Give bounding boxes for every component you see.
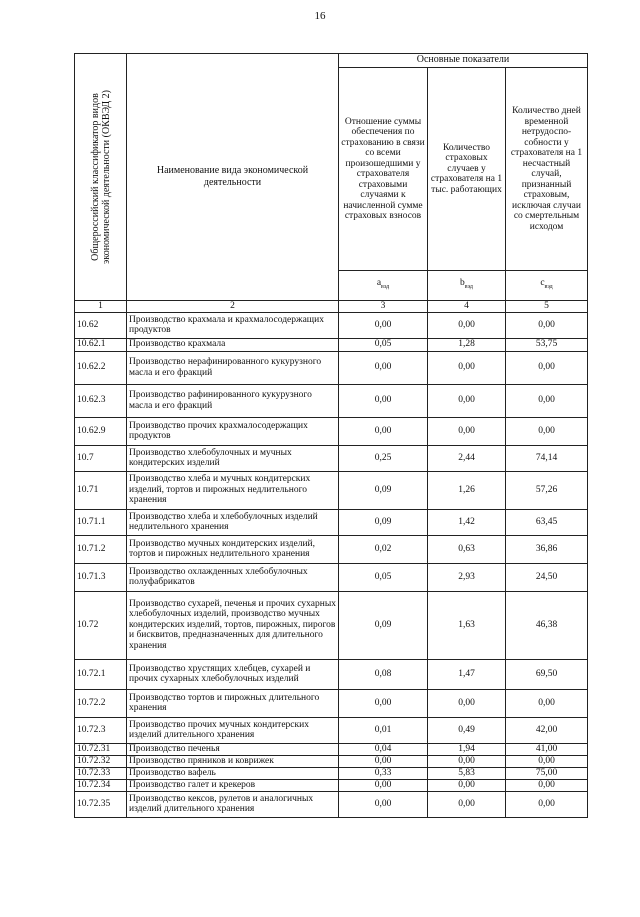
value-c: 0,00: [506, 351, 588, 384]
okved-code: 10.72.3: [75, 717, 127, 743]
table-row: [75, 417, 588, 445]
value-c: 69,50: [506, 659, 588, 689]
indicator-a-description: Отношение суммы обеспечения по страхованию в связи со всеми произошедшими у страхователя страховыми случаями к начисленной сумме страховых взносов: [339, 68, 428, 271]
activity-name: Производство пряников и коврижек: [127, 755, 339, 767]
activity-name: Производство нерафинированного кукурузного масла и его фракций: [127, 351, 339, 384]
okved-code: 10.72.1: [75, 659, 127, 689]
value-b: 0,00: [428, 351, 506, 384]
value-c: 36,86: [506, 535, 588, 563]
activity-name: Производство галет и крекеров: [127, 779, 339, 791]
okved-code: 10.72.34: [75, 779, 127, 791]
value-a: 0,00: [339, 312, 428, 338]
indicator-a-symbol: $a_{вэд}$: [339, 271, 428, 301]
okved-code: 10.62: [75, 312, 127, 338]
classifier-column-header: [75, 54, 127, 301]
value-b: 1,26: [428, 471, 506, 509]
table-row: [75, 591, 588, 659]
okved-code: 10.71.2: [75, 535, 127, 563]
value-c: 42,00: [506, 717, 588, 743]
column-number: 2: [127, 301, 339, 313]
activity-name: Производство кексов, рулетов и аналогичных изделий длительного хранения: [127, 791, 339, 817]
value-c: 0,00: [506, 384, 588, 417]
table-row: [75, 445, 588, 471]
okved-code: 10.62.3: [75, 384, 127, 417]
value-a: 0,05: [339, 563, 428, 591]
value-c: 0,00: [506, 779, 588, 791]
value-c: 46,38: [506, 591, 588, 659]
value-b: 1,94: [428, 743, 506, 755]
value-a: 0,33: [339, 767, 428, 779]
activity-name: Производство мучных кондитерских изделий, тортов и пирожных недлительного хранения: [127, 535, 339, 563]
okved-code: 10.72.2: [75, 689, 127, 717]
value-a: 0,00: [339, 689, 428, 717]
table-row: [75, 779, 588, 791]
activity-name: Производство вафель: [127, 767, 339, 779]
okved-code: 10.62.1: [75, 338, 127, 351]
value-a: 0,05: [339, 338, 428, 351]
value-a: 0,00: [339, 351, 428, 384]
activity-name: Производство печенья: [127, 743, 339, 755]
classifier-column-title: Общероссийский классификатор видов экономической деятельности (ОКВЭД 2): [89, 90, 112, 264]
value-c: 41,00: [506, 743, 588, 755]
value-a: 0,00: [339, 755, 428, 767]
value-a: 0,09: [339, 591, 428, 659]
value-a: 0,04: [339, 743, 428, 755]
value-b: 5,83: [428, 767, 506, 779]
table-row: [75, 384, 588, 417]
value-b: 0,63: [428, 535, 506, 563]
indicator-c-description: Количество дней временной нетрудоспо-собности у страхователя на 1 несчастный случай, признанный страховым, исключая случаи со смертельным исходом: [506, 68, 588, 271]
activity-name: Производство хрустящих хлебцев, сухарей и прочих сухарных хлебобулочных изделий: [127, 659, 339, 689]
activity-name: Производство крахмала: [127, 338, 339, 351]
value-c: 0,00: [506, 689, 588, 717]
value-a: 0,01: [339, 717, 428, 743]
activity-name: Производство крахмала и крахмалосодержащих продуктов: [127, 312, 339, 338]
okved-code: 10.72: [75, 591, 127, 659]
okved-code: 10.71: [75, 471, 127, 509]
table-row: [75, 338, 588, 351]
okved-code: 10.62.9: [75, 417, 127, 445]
value-b: 0,00: [428, 755, 506, 767]
column-number: 3: [339, 301, 428, 313]
value-a: 0,00: [339, 779, 428, 791]
activity-name: Производство охлажденных хлебобулочных полуфабрикатов: [127, 563, 339, 591]
value-b: 0,00: [428, 779, 506, 791]
table-row: [75, 717, 588, 743]
okved-code: 10.62.2: [75, 351, 127, 384]
indicator-b-description: Количество страховых случаев у страхователя на 1 тыс. работающих: [428, 68, 506, 271]
activity-name-column-header: Наименование вида экономической деятельности: [127, 54, 339, 301]
value-c: 0,00: [506, 755, 588, 767]
okved-code: 10.72.33: [75, 767, 127, 779]
value-a: 0,09: [339, 509, 428, 535]
activity-name: Производство прочих мучных кондитерских изделий длительного хранения: [127, 717, 339, 743]
activity-name: Производство рафинированного кукурузного масла и его фракций: [127, 384, 339, 417]
okved-code: 10.72.35: [75, 791, 127, 817]
value-c: 74,14: [506, 445, 588, 471]
table-row: [75, 509, 588, 535]
value-b: 2,44: [428, 445, 506, 471]
value-b: 0,00: [428, 791, 506, 817]
value-c: 63,45: [506, 509, 588, 535]
value-b: 1,63: [428, 591, 506, 659]
value-c: 75,00: [506, 767, 588, 779]
okved-code: 10.72.31: [75, 743, 127, 755]
okved-code: 10.71.1: [75, 509, 127, 535]
indicator-b-symbol: $b_{вэд}$: [428, 271, 506, 301]
okved-code: 10.71.3: [75, 563, 127, 591]
table-row: [75, 659, 588, 689]
value-a: 0,00: [339, 417, 428, 445]
value-a: 0,09: [339, 471, 428, 509]
table-row: [75, 689, 588, 717]
table-row: [75, 767, 588, 779]
value-b: 0,00: [428, 689, 506, 717]
table-row: [75, 535, 588, 563]
insurance-indicators-table: [74, 53, 588, 818]
table-row: [75, 312, 588, 338]
column-number-row: [75, 301, 588, 313]
value-a: 0,00: [339, 384, 428, 417]
value-a: 0,25: [339, 445, 428, 471]
okved-code: 10.72.32: [75, 755, 127, 767]
value-a: 0,02: [339, 535, 428, 563]
column-number: 5: [506, 301, 588, 313]
value-a: 0,00: [339, 791, 428, 817]
value-b: 0,00: [428, 312, 506, 338]
table-row: [75, 791, 588, 817]
activity-name: Производство тортов и пирожных длительного хранения: [127, 689, 339, 717]
value-c: 0,00: [506, 417, 588, 445]
indicator-c-symbol: $c_{вэд}$: [506, 271, 588, 301]
value-c: 0,00: [506, 312, 588, 338]
value-b: 0,49: [428, 717, 506, 743]
value-b: 1,47: [428, 659, 506, 689]
value-b: 0,00: [428, 417, 506, 445]
value-b: 1,42: [428, 509, 506, 535]
activity-name: Производство хлеба и хлебобулочных изделий недлительного хранения: [127, 509, 339, 535]
table-row: [75, 471, 588, 509]
value-c: 24,50: [506, 563, 588, 591]
activity-name: Производство хлеба и мучных кондитерских изделий, тортов и пирожных недлительного хранения: [127, 471, 339, 509]
activity-name: Производство прочих крахмалосодержащих продуктов: [127, 417, 339, 445]
table-row: [75, 351, 588, 384]
value-b: 1,28: [428, 338, 506, 351]
value-a: 0,08: [339, 659, 428, 689]
column-number: 4: [428, 301, 506, 313]
value-c: 53,75: [506, 338, 588, 351]
table-row: [75, 755, 588, 767]
table-row: [75, 743, 588, 755]
column-number: 1: [75, 301, 127, 313]
okved-code: 10.7: [75, 445, 127, 471]
table-row: [75, 563, 588, 591]
activity-name: Производство хлебобулочных и мучных кондитерских изделий: [127, 445, 339, 471]
value-b: 0,00: [428, 384, 506, 417]
value-c: 0,00: [506, 791, 588, 817]
activity-name: Производство сухарей, печенья и прочих сухарных хлебобулочных изделий, производство мучных кондитерских изделий, тортов, пирожных, пирогов и бисквитов, предназначенных для длительного хранения: [127, 591, 339, 659]
page-number: 16: [314, 10, 326, 22]
main-indicators-header: Основные показатели: [339, 54, 588, 68]
value-c: 57,26: [506, 471, 588, 509]
value-b: 2,93: [428, 563, 506, 591]
